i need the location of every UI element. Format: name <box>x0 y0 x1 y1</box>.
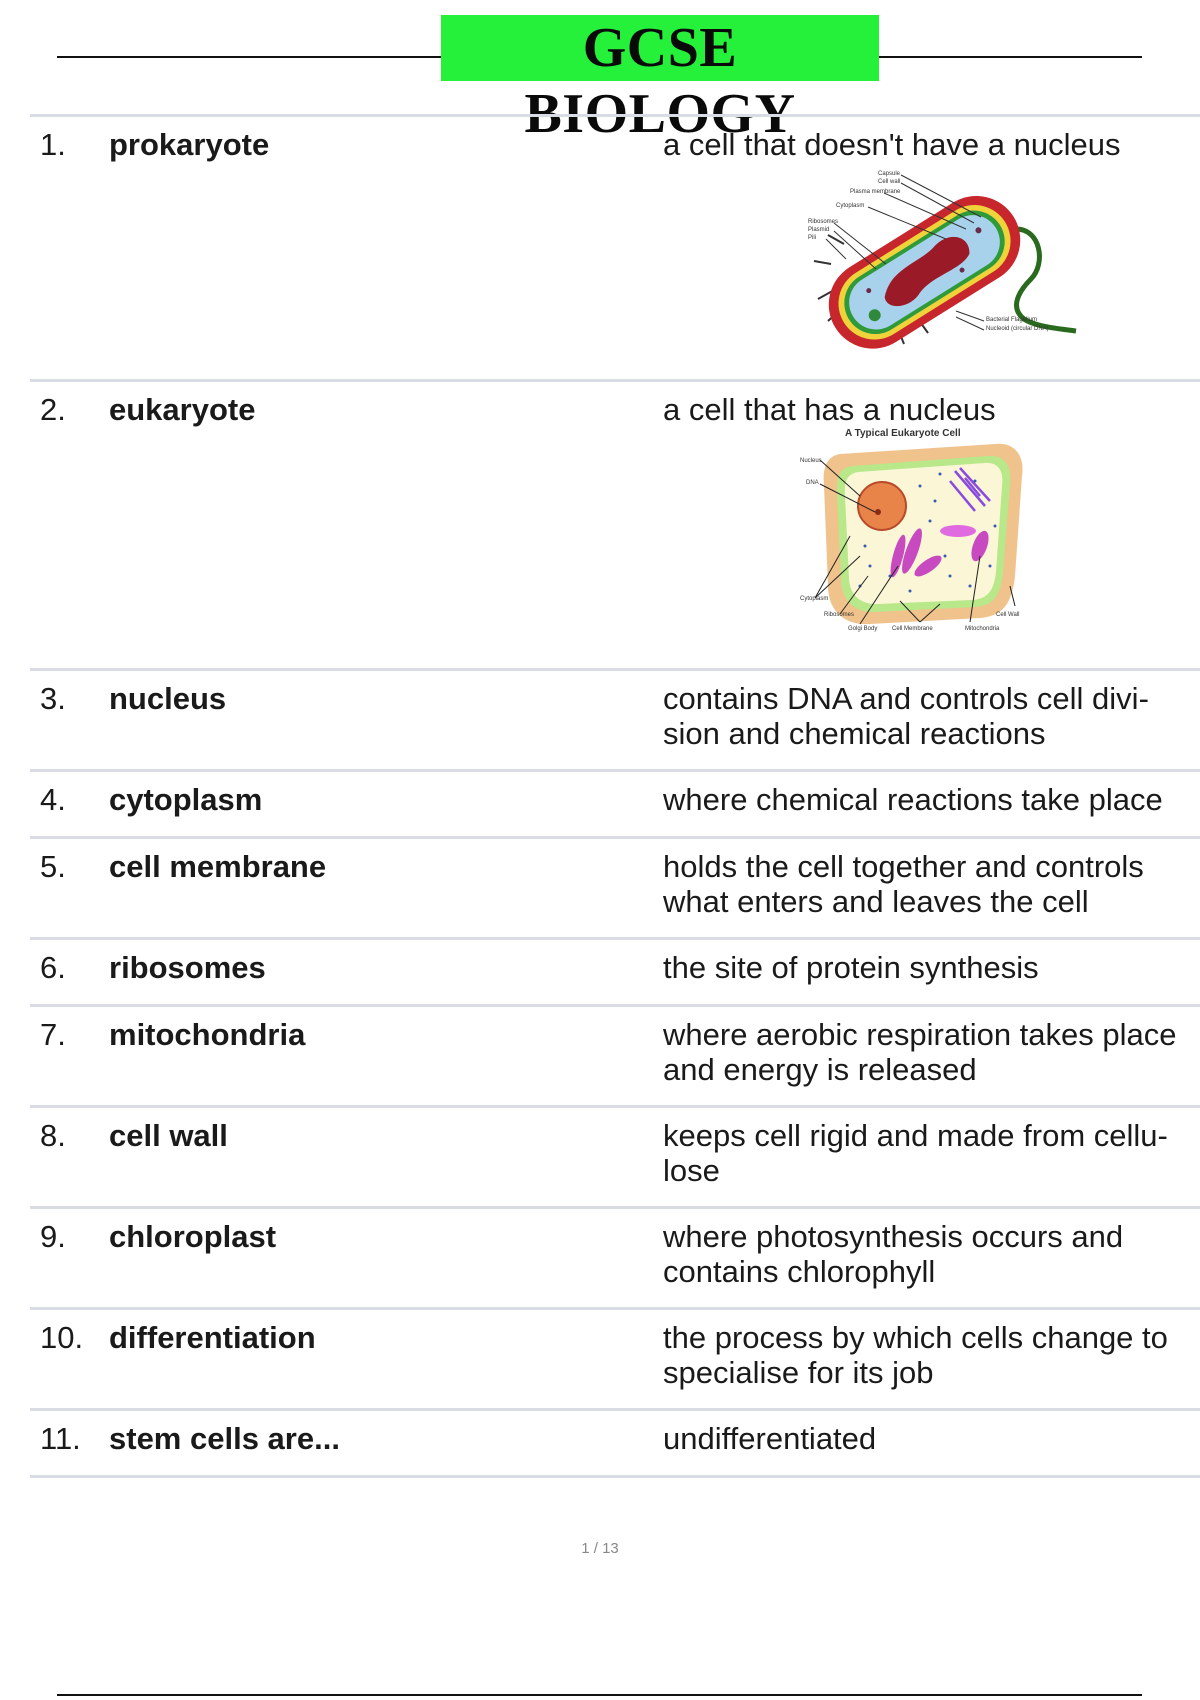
row-term: prokaryote <box>109 127 270 162</box>
row-number: 7. <box>40 1017 66 1052</box>
row-number: 11. <box>40 1421 81 1456</box>
row-definition: where photosynthesis occurs and contains chlorophyll <box>663 1219 1124 1289</box>
row-number: 8. <box>40 1118 66 1153</box>
row-definition: the process by which cells change to specialise for its job <box>663 1320 1168 1390</box>
row-number: 5. <box>40 849 66 884</box>
diagram-title: A Typical Eukaryote Cell <box>845 428 961 439</box>
row-definition: where aerobic respiration takes place and energy is released <box>663 1017 1177 1087</box>
table-row <box>30 668 1200 769</box>
diagram-label: Bacterial Flagellum <box>986 317 1038 323</box>
table-row <box>30 1105 1200 1206</box>
row-term: stem cells are... <box>109 1421 340 1456</box>
page-title: GCSE BIOLOGY <box>441 15 879 81</box>
eukaryote-cell-image <box>800 426 1085 656</box>
page-counter: 1 / 13 <box>581 1540 619 1557</box>
diagram-label: Nucleus <box>800 458 822 464</box>
row-term: mitochondria <box>109 1017 306 1052</box>
row-term: cell membrane <box>109 849 327 884</box>
diagram-label: Capsule <box>878 171 901 177</box>
diagram-label: Ribosomes <box>808 219 839 225</box>
glossary-table <box>30 114 1200 1478</box>
table-row <box>30 937 1200 1004</box>
diagram-label: Cell wall <box>878 179 901 185</box>
row-number: 10. <box>40 1320 84 1355</box>
row-definition: the site of protein synthesis <box>663 950 1039 985</box>
table-row <box>30 1408 1200 1478</box>
table-row <box>30 836 1200 937</box>
diagram-label: Cytoplasm <box>800 596 829 602</box>
row-term: differentiation <box>109 1320 316 1355</box>
row-number: 4. <box>40 782 66 817</box>
row-term: ribosomes <box>109 950 266 985</box>
diagram-label: Mitochondria <box>965 626 1000 632</box>
row-term: cytoplasm <box>109 782 263 817</box>
row-term: nucleus <box>109 681 227 716</box>
diagram-label: Cytoplasm <box>836 203 865 209</box>
diagram-label: Nucleoid (circular DNA) <box>986 326 1049 332</box>
diagram-label: Plasmid <box>808 227 830 233</box>
table-row <box>30 1307 1200 1408</box>
row-term: eukaryote <box>109 392 256 427</box>
row-number: 2. <box>40 392 66 427</box>
table-row <box>30 769 1200 836</box>
row-term: chloroplast <box>109 1219 277 1254</box>
row-number: 1. <box>40 127 66 162</box>
row-number: 3. <box>40 681 66 716</box>
row-definition: a cell that doesn't have a nucleus <box>663 127 1121 162</box>
diagram-label: DNA <box>806 480 819 486</box>
diagram-label: Pili <box>808 235 817 241</box>
diagram-label: Plasma membrane <box>850 189 901 195</box>
diagram-label: Golgi Body <box>848 626 878 632</box>
row-definition: holds the cell together and controls what enters and leaves the cell <box>663 849 1144 919</box>
row-number: 6. <box>40 950 66 985</box>
prokaryote-cell-image <box>806 169 1091 359</box>
table-row <box>30 114 1200 379</box>
bottom-rule <box>57 1694 1142 1696</box>
table-row <box>30 379 1200 668</box>
row-definition: a cell that has a nucleus <box>663 392 996 427</box>
row-definition: contains DNA and controls cell divi- sion and chemical reactions <box>663 681 1149 751</box>
row-definition: where chemical reactions take place <box>663 782 1163 817</box>
row-number: 9. <box>40 1219 66 1254</box>
table-row <box>30 1206 1200 1307</box>
diagram-label: Cell Membrane <box>892 626 933 632</box>
table-row <box>30 1004 1200 1105</box>
diagram-label: Cell Wall <box>996 612 1020 618</box>
row-term: cell wall <box>109 1118 228 1153</box>
row-definition: keeps cell rigid and made from cellu- lose <box>663 1118 1168 1188</box>
row-definition: undifferentiated <box>663 1421 877 1456</box>
diagram-label: Ribosomes <box>824 612 855 618</box>
